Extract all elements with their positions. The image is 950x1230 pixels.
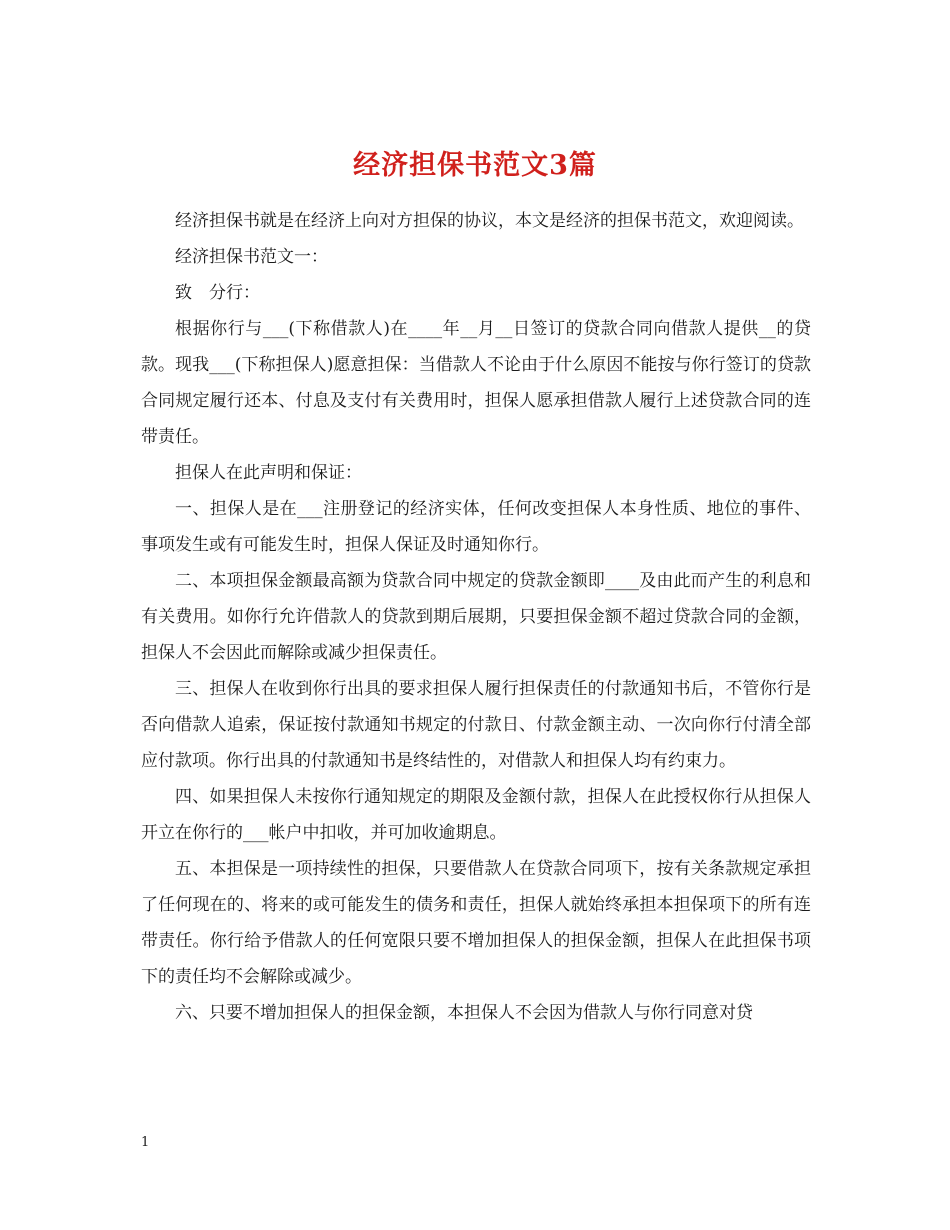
- paragraph-clause-1: 一、担保人是在___注册登记的经济实体，任何改变担保人本身性质、地位的事件、事项发生或有可能发生时，担保人保证及时通知你行。: [141, 499, 811, 555]
- paragraph-clause-2: 二、本项担保金额最高额为贷款合同中规定的贷款金额即____及由此而产生的利息和有关费用。如你行允许借款人的贷款到期后展期，只要担保金额不超过贷款合同的金额，担保人不会因此而解除或减少担保责任。: [141, 571, 811, 663]
- document-title: 经济担保书范文3篇: [353, 150, 597, 182]
- paragraph-sample-heading: 经济担保书范文一：: [175, 247, 328, 267]
- paragraph-declaration-heading: 担保人在此声明和保证：: [175, 463, 362, 483]
- paragraph-clause-3: 三、担保人在收到你行出具的要求担保人履行担保责任的付款通知书后，不管你行是否向借款人追索，保证按付款通知书规定的付款日、付款金额主动、一次向你行付清全部应付款项。你行出具的付款通知书是终结性的，对借款人和担保人均有约束力。: [141, 679, 811, 771]
- paragraph-salutation: 致 分行：: [175, 283, 260, 303]
- paragraph-clause-5: 五、本担保是一项持续性的担保，只要借款人在贷款合同项下，按有关条款规定承担了任何现在的、将来的或可能发生的债务和责任，担保人就始终承担本担保项下的所有连带责任。你行给予借款人的任何宽限只要不增加担保人的担保金额，担保人在此担保书项下的责任均不会解除或减少。: [141, 859, 811, 987]
- document-body: [141, 203, 811, 1031]
- paragraph-guarantee-statement: 根据你行与___(下称借款人)在____年__月__日签订的贷款合同向借款人提供__的贷款。现我___(下称担保人)愿意担保：当借款人不论由于什么原因不能按与你行签订的贷款合同规定履行还本、付息及支付有关费用时，担保人愿承担借款人履行上述贷款合同的连带责任。: [141, 319, 811, 447]
- paragraph-clause-6: 六、只要不增加担保人的担保金额，本担保人不会因为借款人与你行同意对贷: [175, 1003, 753, 1023]
- page-number: 1: [141, 1135, 150, 1150]
- paragraph-intro: 经济担保书就是在经济上向对方担保的协议，本文是经济的担保书范文，欢迎阅读。: [175, 211, 804, 231]
- paragraph-clause-4: 四、如果担保人未按你行通知规定的期限及金额付款，担保人在此授权你行从担保人开立在你行的___帐户中扣收，并可加收逾期息。: [141, 787, 811, 843]
